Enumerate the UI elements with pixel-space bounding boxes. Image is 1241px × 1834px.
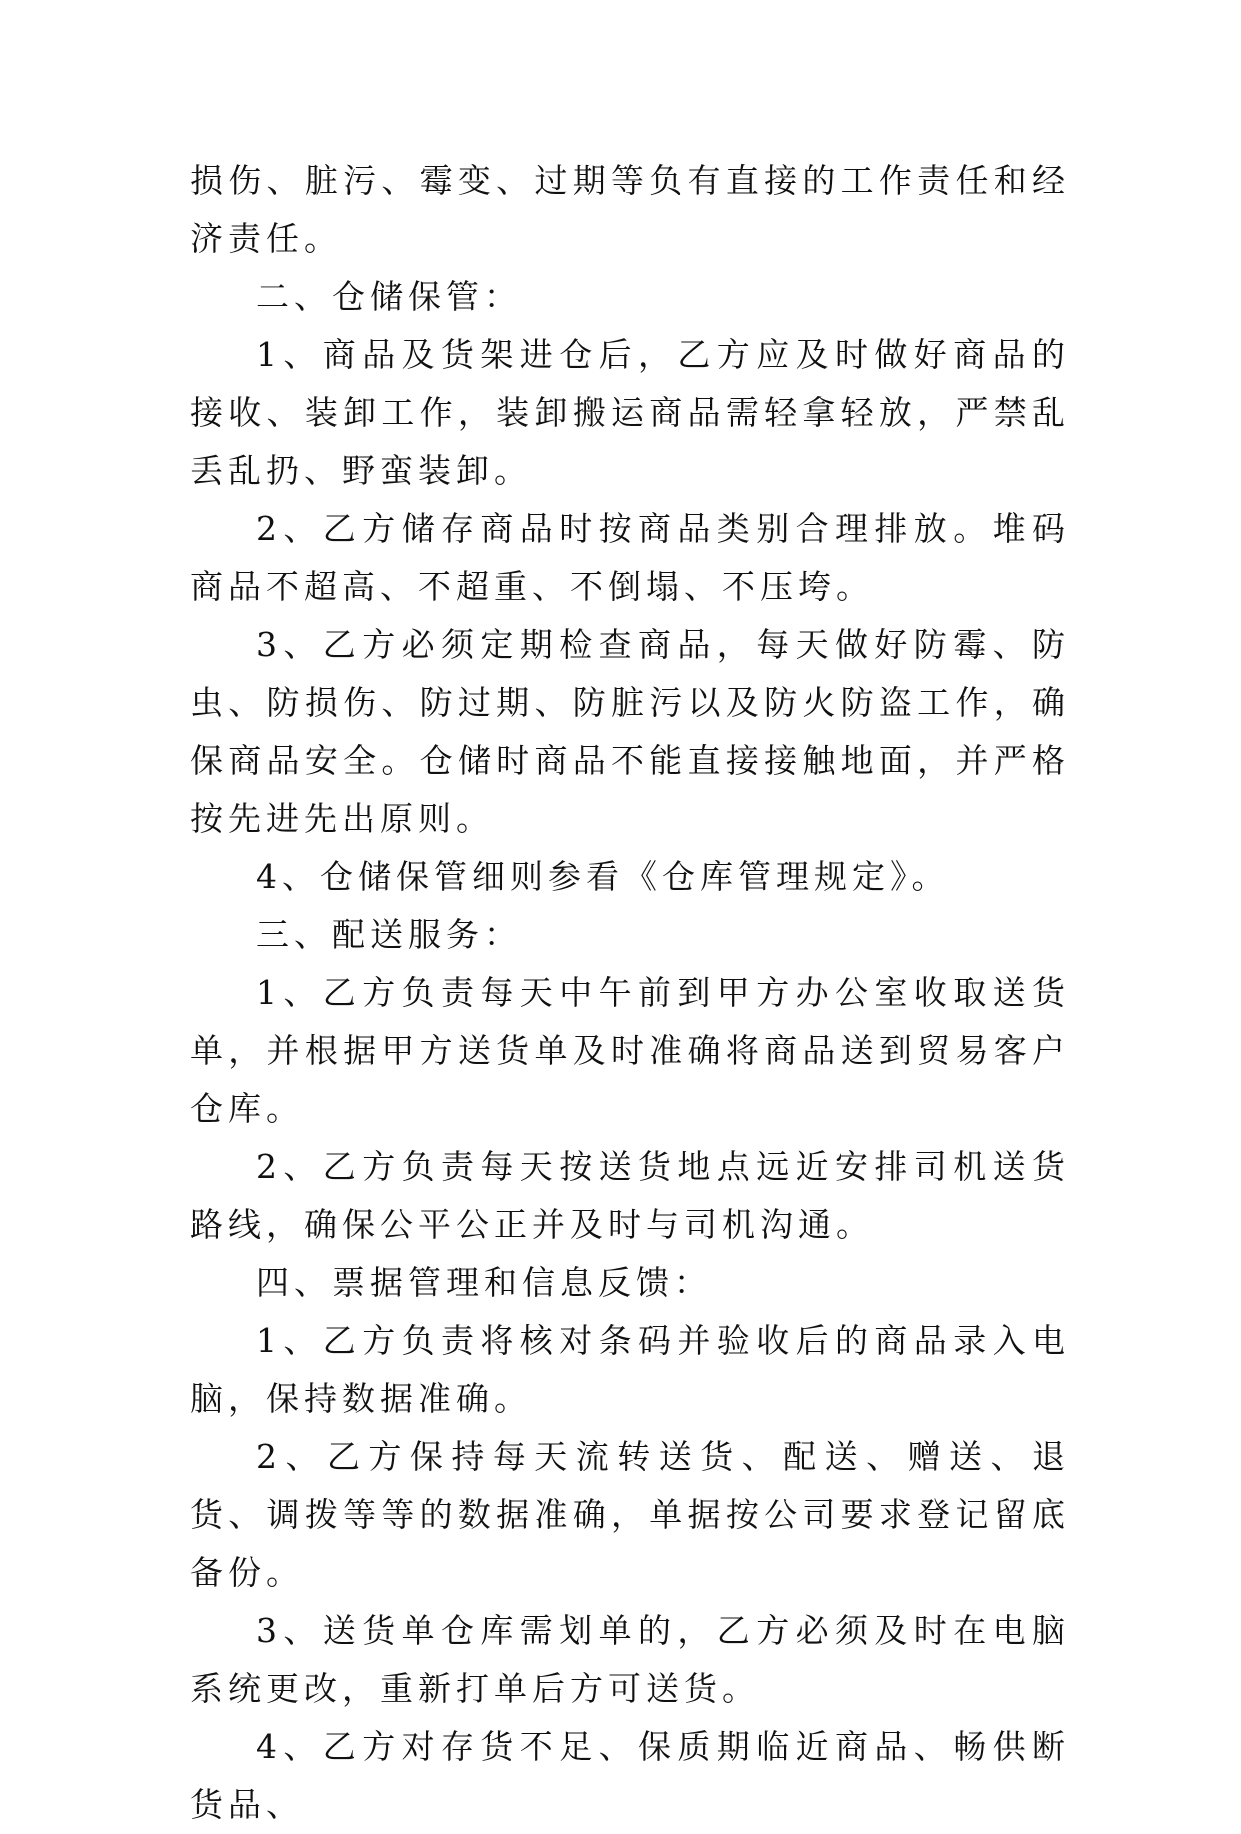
paragraph: 1、商品及货架进仓后，乙方应及时做好商品的接收、装卸工作，装卸搬运商品需轻拿轻放，严禁乱丢乱扔、野蛮装卸。: [190, 335, 1070, 490]
paragraph: 4、仓储保管细则参看《仓库管理规定》。: [256, 857, 950, 896]
paragraph: 4、乙方对存货不足、保质期临近商品、畅供断货品、: [190, 1727, 1070, 1824]
paragraph: 2、乙方储存商品时按商品类别合理排放。堆码商品不超高、不超重、不倒塌、不压垮。: [190, 509, 1070, 606]
paragraph: 损伤、脏污、霉变、过期等负有直接的工作责任和经济责任。: [190, 161, 1070, 258]
paragraph: 2、乙方保持每天流转送货、配送、赠送、退货、调拨等等的数据准确，单据按公司要求登记留底备份。: [190, 1437, 1070, 1592]
paragraph: 3、乙方必须定期检查商品，每天做好防霉、防虫、防损伤、防过期、防脏污以及防火防盗工作，确保商品安全。仓储时商品不能直接接触地面，并严格按先进先出原则。: [190, 625, 1070, 838]
paragraph: 1、乙方负责每天中午前到甲方办公室收取送货单，并根据甲方送货单及时准确将商品送到贸易客户仓库。: [190, 973, 1070, 1128]
section-heading-storage: 二、仓储保管：: [256, 277, 522, 316]
paragraph: 2、乙方负责每天按送货地点远近安排司机送货路线，确保公平公正并及时与司机沟通。: [190, 1147, 1070, 1244]
paragraph: 1、乙方负责将核对条码并验收后的商品录入电脑，保持数据准确。: [190, 1321, 1070, 1418]
paragraph: 3、送货单仓库需划单的，乙方必须及时在电脑系统更改，重新打单后方可送货。: [190, 1611, 1070, 1708]
document-body: [190, 152, 1070, 1834]
section-heading-bills: 四、票据管理和信息反馈：: [256, 1263, 712, 1302]
section-heading-delivery: 三、配送服务：: [256, 915, 522, 954]
